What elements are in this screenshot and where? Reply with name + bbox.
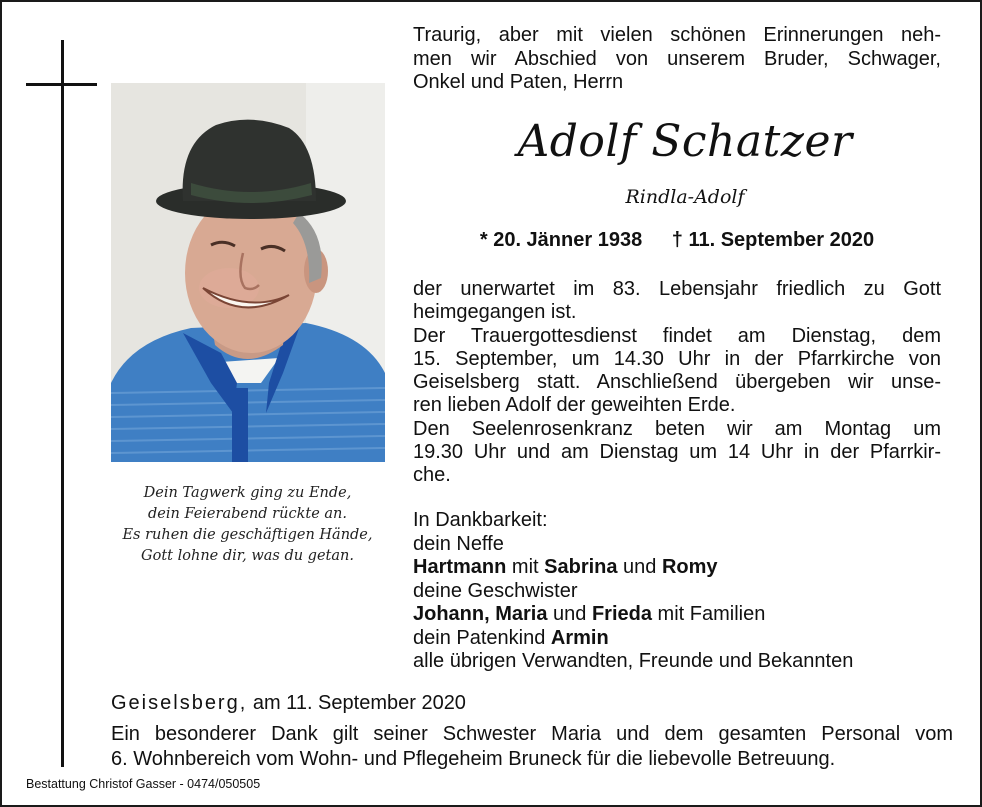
body-line: 15. September, um 14.30 Uhr in der Pfarrkirche von: [413, 347, 941, 370]
connector: dein Patenkind: [413, 626, 551, 649]
date: am 11. September 2020: [247, 692, 466, 714]
mourner-line: [413, 603, 953, 627]
body-line: heimgegangen ist.: [413, 301, 577, 324]
mourner-line: dein Neffe: [413, 532, 504, 555]
town: Geiselsberg,: [111, 692, 248, 714]
body-line: che.: [413, 464, 451, 487]
final-line: 6. Wohnbereich vom Wohn- und Pflegeheim Bruneck für die liebevolle Betreuung.: [111, 747, 836, 770]
intro-line: Traurig, aber mit vielen schönen Erinnerungen neh-: [413, 24, 941, 46]
body-line: Der Trauergottesdienst findet am Dienstag, dem: [413, 324, 941, 347]
final-thanks: [111, 722, 953, 771]
poem-line: dein Feierabend rückte an.: [148, 506, 347, 522]
mourner-name: Armin: [550, 626, 609, 649]
portrait-photo: [111, 83, 385, 462]
intro-line: Onkel und Paten, Herrn: [413, 71, 624, 93]
death-date: † 11. September 2020: [671, 229, 875, 251]
mourner-name: Sabrina: [544, 556, 618, 578]
life-dates: [413, 226, 941, 254]
mourner-line: alle übrigen Verwandten, Freunde und Bekannten: [413, 650, 854, 672]
memorial-poem: [110, 483, 385, 567]
announcement-body: [413, 278, 941, 488]
body-line: Den Seelenrosenkranz beten wir am Montag um: [413, 417, 941, 440]
mourner-name: Johann, Maria: [413, 603, 548, 625]
mourner-line: [413, 627, 953, 651]
body-line: Geiselsberg statt. Anschließend übergeben wir unse-: [413, 371, 941, 394]
poem-line: Es ruhen die geschäftigen Hände,: [122, 527, 373, 543]
funeral-home-footer: Bestattung Christof Gasser - 0474/050505: [26, 777, 261, 791]
mourner-name: Hartmann: [413, 556, 507, 578]
mourner-line: deine Geschwister: [413, 579, 578, 602]
body-line: ren lieben Adolf der geweihten Erde.: [413, 394, 736, 417]
mourner-line: [413, 556, 953, 580]
final-line: Ein besonderer Dank gilt seiner Schwester Maria und dem gesamten Personal vom: [111, 723, 953, 745]
body-line: der unerwartet im 83. Lebensjahr friedlich zu Gott: [413, 278, 941, 300]
mourner-name: Romy: [661, 556, 718, 578]
mourners-list: [413, 509, 953, 674]
thanks-heading: In Dankbarkeit:: [413, 509, 548, 531]
place-and-date: [111, 690, 466, 716]
connector: mit: [506, 556, 545, 578]
connector: und: [547, 603, 592, 625]
intro-line: men wir Abschied von unserem Bruder, Schwager,: [413, 47, 941, 70]
portrait-illustration: [111, 83, 385, 462]
poem-line: Gott lohne dir, was du getan.: [141, 548, 354, 564]
connector: und: [617, 556, 662, 578]
cross-vertical-bar: [61, 40, 64, 767]
mourner-name: Frieda: [591, 603, 652, 625]
body-line: 19.30 Uhr und am Dienstag um 14 Uhr in der Pfarrkir-: [413, 441, 941, 464]
deceased-name: Adolf Schatzer: [517, 116, 853, 167]
connector: mit Familien: [652, 603, 766, 625]
birth-date: * 20. Jänner 1938: [479, 229, 643, 251]
poem-line: Dein Tagwerk ging zu Ende,: [143, 485, 352, 501]
intro-text: [413, 24, 941, 95]
deceased-nickname: Rindla-Adolf: [625, 186, 745, 208]
cross-horizontal-bar: [26, 83, 97, 86]
